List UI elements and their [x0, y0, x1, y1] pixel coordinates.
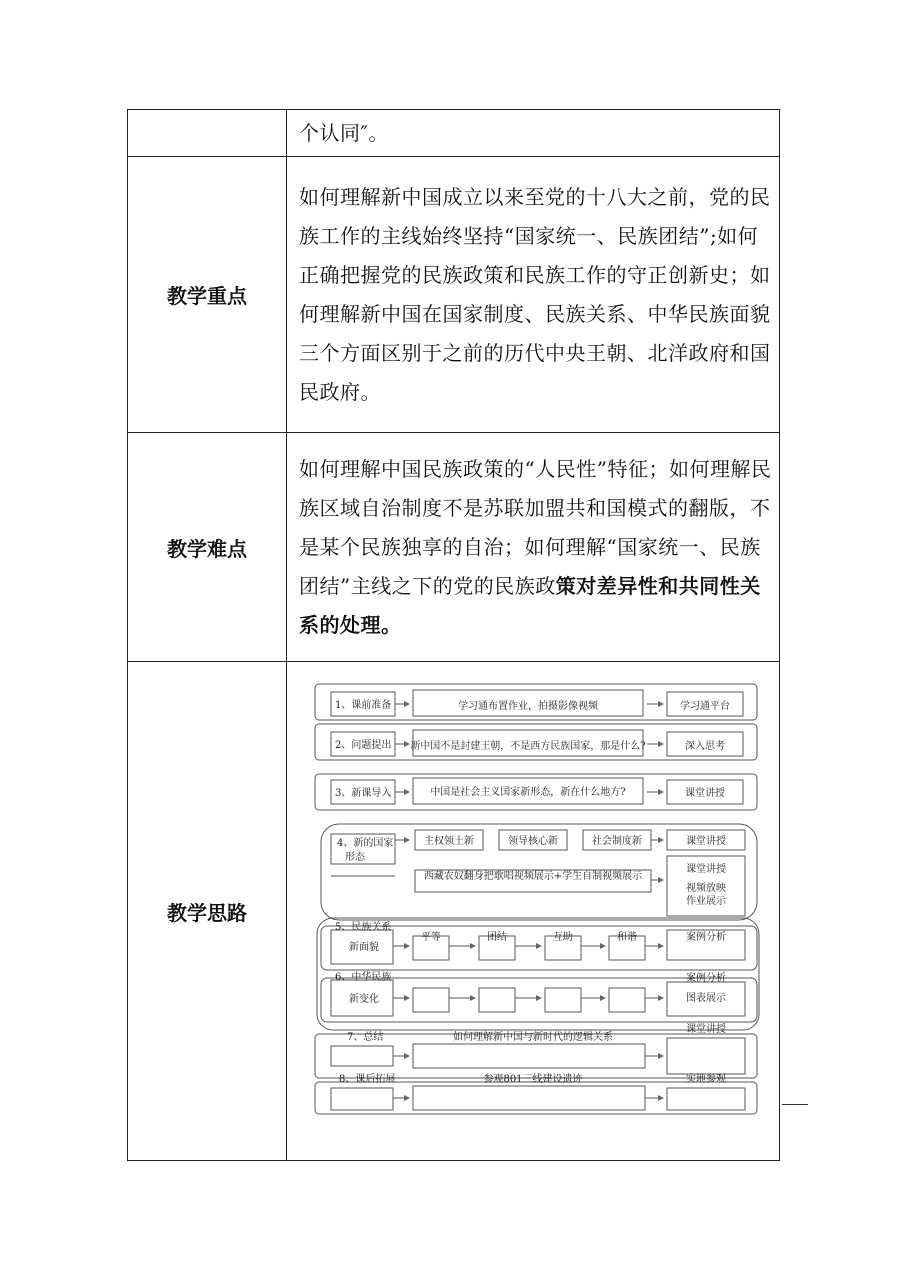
flow-method-6-1: 案例分析: [686, 973, 726, 984]
flow-step-4a: 4、新的国家: [337, 838, 394, 849]
flow-row-8-frame: [315, 1082, 757, 1114]
teaching-flowchart: [287, 662, 782, 1160]
approach-cell: [287, 662, 780, 1161]
step-box: [331, 1088, 393, 1110]
table-row: [128, 110, 780, 157]
flow-method-4-4: 作业展示: [686, 896, 726, 907]
sub-box: [609, 988, 645, 1012]
flow-step-5a: 5、民族关系: [335, 922, 392, 933]
flow-method-4-1: 课堂讲授: [686, 836, 726, 847]
table-row: [128, 433, 780, 662]
difficulties-body: 如何理解中国民族政策的“人民性”特征；如何理解民族区域自治制度不是苏联加盟共和国模式的翻版，不是某个民族独享的自治；如何理解“国家统一、民族团结”主线之下的党的民族政: [299, 456, 772, 598]
key-points-body: 如何理解新中国成立以来至党的十八大之前，党的民族工作的主线始终坚持“国家统一、民族团结”;如何正确把握党的民族政策和民族工作的守正创新史；如何理解新中国在国家制度、民族关系、中华民族面貌三个方面区别于之前的历代中央王朝、北洋政府和国民政府。: [299, 184, 771, 404]
method-box: [667, 1038, 745, 1074]
flow-method-8: 实地参观: [686, 1074, 726, 1085]
flow-method-7: 课堂讲授: [686, 1024, 726, 1035]
continuation-text: 个认同″。: [287, 110, 780, 157]
table-row: [128, 157, 780, 433]
flow-sub-5-3: 互助: [553, 932, 573, 943]
flow-content-2: 新中国不是封建王朝，不是西方民族国家，那是什么?: [410, 741, 646, 752]
content-box: [413, 1086, 645, 1110]
flow-method-6-2: 图表展示: [686, 993, 726, 1004]
table-row: [128, 662, 780, 1161]
flow-step-5b: 新面貌: [349, 942, 379, 953]
difficulties-text: [287, 433, 780, 662]
flow-content-7: 如何理解新中国与新时代的逻辑关系: [453, 1032, 613, 1043]
flow-step-8: 8、课后拓展: [339, 1074, 396, 1085]
flow-step-1: 1、课前准备: [335, 700, 392, 711]
method-box: [667, 1088, 745, 1110]
flow-step-3: 3、新课导入: [335, 788, 392, 799]
flow-content-8: 参观801三线建设遗迹: [483, 1074, 583, 1085]
flow-content-3: 中国是社会主义国家新形态，新在什么地方?: [430, 787, 626, 798]
flow-content-1: 学习通布置作业，拍摄影像视频: [458, 701, 598, 712]
flow-sub-5-4: 和谐: [617, 932, 637, 943]
difficulties-label: 教学难点: [128, 433, 287, 662]
flow-method-4-2: 课堂讲授: [686, 864, 726, 875]
key-points-label: 教学重点: [128, 157, 287, 433]
flow-sub-4-2: 领导核心新: [508, 836, 558, 847]
flow-sub-5-1: 平等: [421, 932, 441, 943]
difficulties-bold-text: 策对差异性和共同性关系的处理。: [299, 573, 761, 637]
flow-method-3: 课堂讲授: [685, 788, 725, 799]
flow-content-4: 西藏农奴翻身把歌唱视频展示+学生自制视频展示: [423, 871, 643, 882]
flow-sub-4-1: 主权领土新: [424, 836, 474, 847]
sub-box: [413, 988, 449, 1012]
flow-sub-5-2: 团结: [487, 932, 507, 943]
flow-method-2: 深入思考: [685, 741, 725, 752]
sub-box: [479, 988, 515, 1012]
sub-box: [545, 988, 581, 1012]
key-points-text: [287, 157, 780, 433]
flowchart-svg: [287, 662, 782, 1160]
flow-method-5: 案例分析: [686, 932, 726, 943]
lesson-plan-table: [127, 109, 780, 1161]
step-box: [331, 1046, 393, 1066]
flow-method-1: 学习通平台: [680, 701, 730, 712]
flow-method-4-3: 视频放映: [686, 883, 726, 894]
margin-rule: [782, 1104, 808, 1105]
flow-step-6a: 6、中华民族: [335, 972, 392, 983]
content-box: [413, 1044, 645, 1068]
flow-sub-4-3: 社会制度新: [592, 836, 642, 847]
flow-step-4b: 形态: [345, 852, 365, 863]
flow-step-6b: 新变化: [349, 994, 379, 1005]
flow-step-2: 2、问题提出: [335, 740, 392, 751]
approach-label: 教学思路: [128, 662, 287, 1161]
row-label: [128, 110, 287, 157]
flow-step-7: 7、总结: [347, 1032, 384, 1043]
